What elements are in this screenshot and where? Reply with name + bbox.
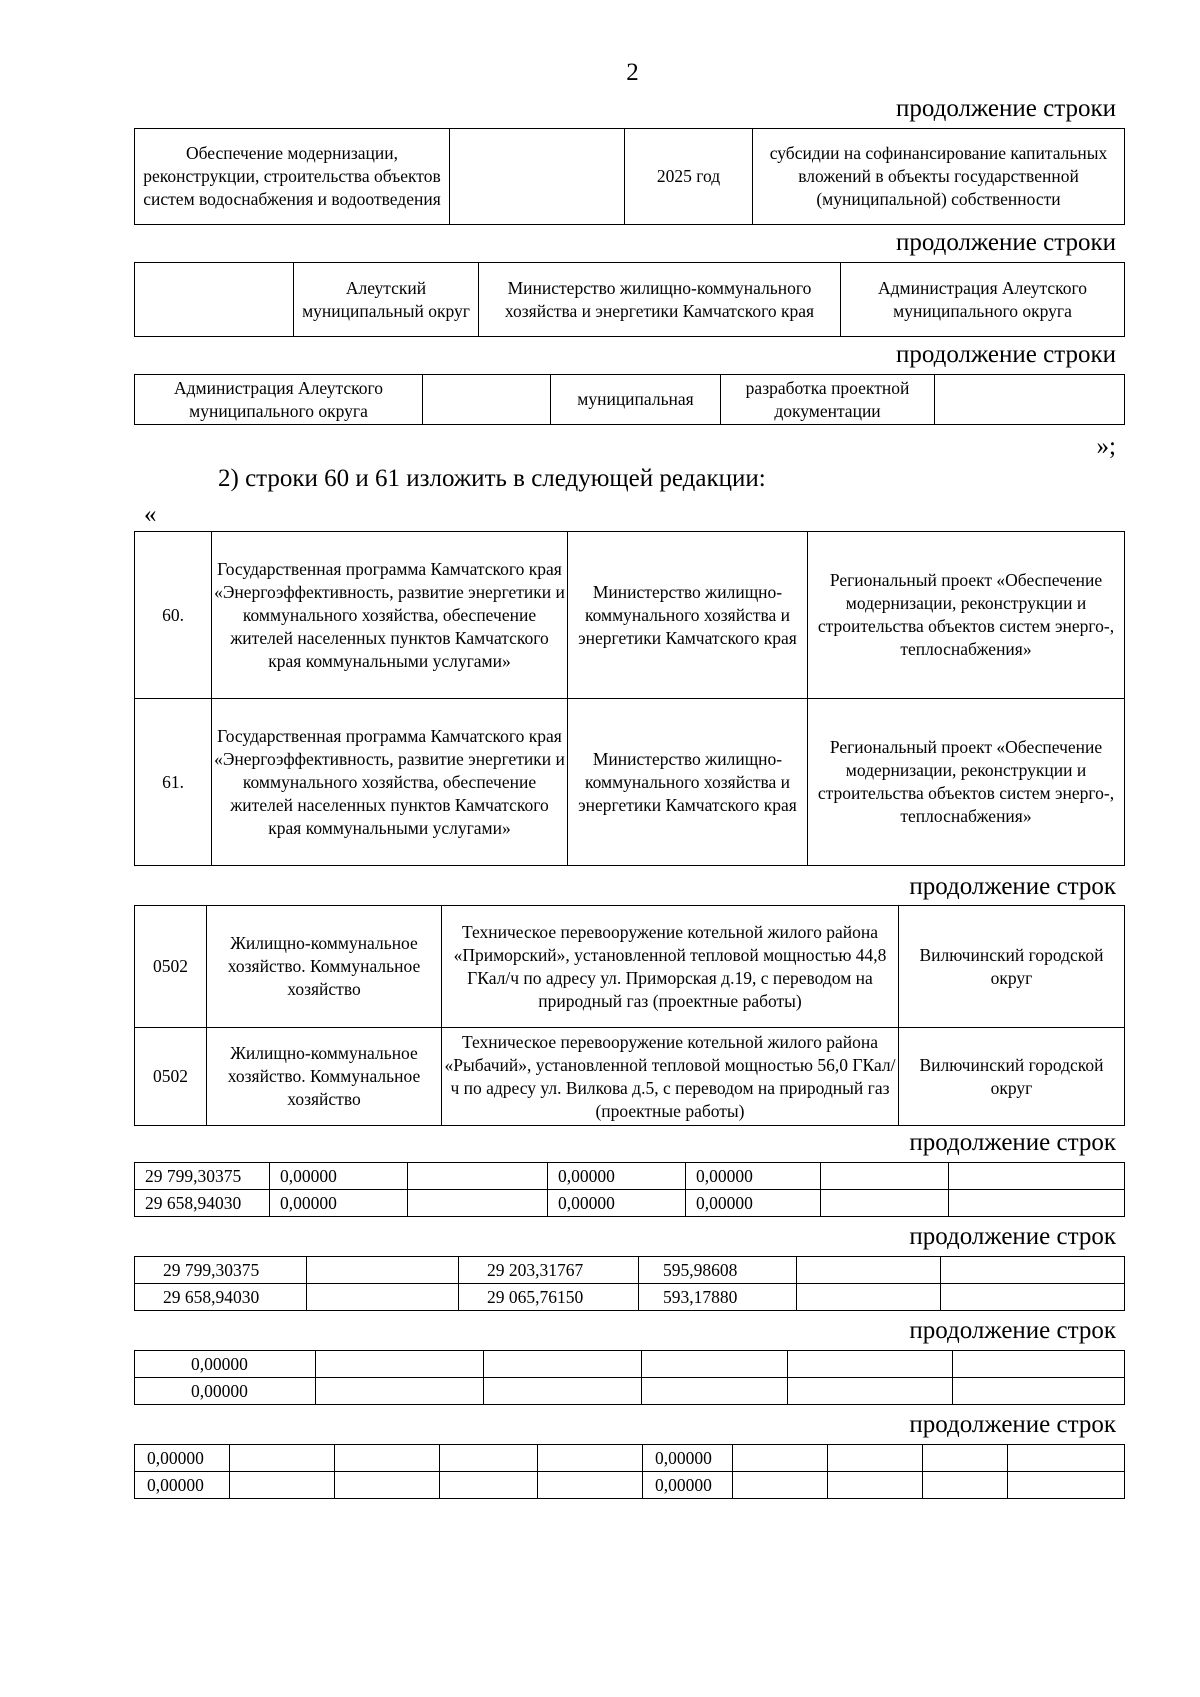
table-9 xyxy=(134,1444,1125,1499)
table-cell xyxy=(797,1257,941,1284)
table-cell: 0,00000 xyxy=(548,1163,686,1190)
table-3 xyxy=(134,374,1125,425)
page-number: 2 xyxy=(626,59,639,86)
table-cell: 0,00000 xyxy=(135,1351,316,1378)
table-cell xyxy=(949,1190,1125,1217)
table-6 xyxy=(134,1162,1125,1217)
table-cell: 593,17880 xyxy=(639,1284,797,1311)
continuation-label-5: продолжение строк xyxy=(909,1129,1116,1156)
table-cell xyxy=(1008,1445,1125,1472)
table-cell xyxy=(484,1378,642,1405)
table-row xyxy=(135,532,1125,699)
table-row xyxy=(135,263,1125,337)
table-cell: 0,00000 xyxy=(643,1472,733,1499)
table-row xyxy=(135,1445,1125,1472)
table-cell: субсидии на софинансирование капитальных вложений в объекты государственной (муниципальной) собственности xyxy=(753,129,1125,225)
table-cell: Администрация Алеутского муниципального округа xyxy=(841,263,1125,337)
closing-quote: »; xyxy=(1096,433,1116,460)
ministry-name: Министерство жилищно-коммунального хозяйства и энергетики Камчатского края xyxy=(568,699,808,866)
table-cell xyxy=(821,1190,949,1217)
table-row xyxy=(135,1378,1125,1405)
table-cell: 595,98608 xyxy=(639,1257,797,1284)
table-8 xyxy=(134,1350,1125,1405)
table-cell: 2025 год xyxy=(625,129,753,225)
table-cell xyxy=(642,1351,788,1378)
table-cell: муниципальная xyxy=(551,375,721,425)
table-cell xyxy=(953,1351,1125,1378)
table-cell xyxy=(949,1163,1125,1190)
table-5 xyxy=(134,905,1125,1126)
program-name: Государственная программа Камчатского края «Энергоэффективность, развитие энергетики и коммунального хозяйства, обеспечение жителей населенных пунктов Камчатского края коммунальными услугами» xyxy=(212,532,568,699)
table-cell xyxy=(828,1472,923,1499)
continuation-label-1: продолжение строки xyxy=(895,95,1116,122)
table-cell xyxy=(450,129,625,225)
table-cell: 0,00000 xyxy=(686,1163,821,1190)
table-cell: Министерство жилищно-коммунального хозяйства и энергетики Камчатского края xyxy=(479,263,841,337)
table-cell xyxy=(440,1472,538,1499)
continuation-label-8: продолжение строк xyxy=(909,1411,1116,1438)
table-cell: 0,00000 xyxy=(135,1445,230,1472)
table-cell xyxy=(484,1351,642,1378)
table-cell xyxy=(423,375,551,425)
table-row xyxy=(135,375,1125,425)
table-4 xyxy=(134,531,1125,866)
table-cell xyxy=(788,1378,953,1405)
table-cell: Обеспечение модернизации, реконструкции, строительства объектов систем водоснабжения и водоотведения xyxy=(135,129,450,225)
table-row xyxy=(135,1257,1125,1284)
table-cell xyxy=(821,1163,949,1190)
budget-section: Жилищно-коммунальное хозяйство. Коммунальное хозяйство xyxy=(207,1028,442,1126)
table-cell xyxy=(642,1378,788,1405)
table-cell xyxy=(316,1378,484,1405)
table-cell xyxy=(828,1445,923,1472)
program-name: Государственная программа Камчатского края «Энергоэффективность, развитие энергетики и коммунального хозяйства, обеспечение жителей населенных пунктов Камчатского края коммунальными услугами» xyxy=(212,699,568,866)
table-cell xyxy=(797,1284,941,1311)
table-cell xyxy=(941,1257,1125,1284)
table-row xyxy=(135,699,1125,866)
budget-section: Жилищно-коммунальное хозяйство. Коммунальное хозяйство xyxy=(207,906,442,1028)
table-cell xyxy=(335,1472,440,1499)
table-cell xyxy=(923,1472,1008,1499)
table-cell: 0,00000 xyxy=(135,1472,230,1499)
amendment-heading: 2) строки 60 и 61 изложить в следующей редакции: xyxy=(218,465,766,492)
table-cell: 29 799,30375 xyxy=(135,1257,307,1284)
table-row xyxy=(135,1163,1125,1190)
table-cell xyxy=(230,1445,335,1472)
table-cell xyxy=(941,1284,1125,1311)
district-name: Вилючинский городской округ xyxy=(899,1028,1125,1126)
table-cell xyxy=(1008,1472,1125,1499)
budget-code: 0502 xyxy=(135,906,207,1028)
project-name: Региональный проект «Обеспечение модернизации, реконструкции и строительства объектов систем энерго-, теплоснабжения» xyxy=(808,699,1125,866)
row-number: 61. xyxy=(135,699,212,866)
table-cell xyxy=(316,1351,484,1378)
object-name: Техническое перевооружение котельной жилого района «Рыбачий», установленной тепловой мощностью 56,0 ГКал/ч по адресу ул. Вилкова д.5, с переводом на природный газ (проектные работы) xyxy=(442,1028,899,1126)
opening-quote: « xyxy=(144,501,157,528)
table-cell xyxy=(440,1445,538,1472)
table-cell: разработка проектной документации xyxy=(721,375,935,425)
table-cell xyxy=(135,263,294,337)
table-cell: Администрация Алеутского муниципального округа xyxy=(135,375,423,425)
table-cell xyxy=(538,1472,643,1499)
table-row xyxy=(135,129,1125,225)
table-row xyxy=(135,1190,1125,1217)
ministry-name: Министерство жилищно-коммунального хозяйства и энергетики Камчатского края xyxy=(568,532,808,699)
row-number: 60. xyxy=(135,532,212,699)
continuation-label-3: продолжение строки xyxy=(895,341,1116,368)
table-cell: 29 065,76150 xyxy=(459,1284,639,1311)
continuation-label-4: продолжение строк xyxy=(909,873,1116,900)
table-cell: 29 203,31767 xyxy=(459,1257,639,1284)
table-cell xyxy=(953,1378,1125,1405)
table-cell xyxy=(538,1445,643,1472)
table-cell xyxy=(307,1284,459,1311)
table-cell xyxy=(335,1445,440,1472)
table-cell: 29 658,94030 xyxy=(135,1284,307,1311)
table-cell xyxy=(788,1351,953,1378)
table-row xyxy=(135,1028,1125,1126)
table-cell: 0,00000 xyxy=(643,1445,733,1472)
table-cell: 0,00000 xyxy=(548,1190,686,1217)
table-7 xyxy=(134,1256,1125,1311)
table-cell xyxy=(923,1445,1008,1472)
table-cell xyxy=(408,1163,548,1190)
table-cell xyxy=(307,1257,459,1284)
table-cell: Алеутский муниципальный округ xyxy=(294,263,479,337)
table-cell: 29 658,94030 xyxy=(135,1190,270,1217)
table-cell xyxy=(733,1445,828,1472)
table-row xyxy=(135,1284,1125,1311)
district-name: Вилючинский городской округ xyxy=(899,906,1125,1028)
table-cell: 0,00000 xyxy=(270,1190,408,1217)
table-cell xyxy=(935,375,1125,425)
object-name: Техническое перевооружение котельной жилого района «Приморский», установленной тепловой мощностью 44,8 ГКал/ч по адресу ул. Приморская д.19, с переводом на природный газ (проектные работы) xyxy=(442,906,899,1028)
table-2 xyxy=(134,262,1125,337)
table-row xyxy=(135,1472,1125,1499)
table-cell xyxy=(230,1472,335,1499)
table-cell: 0,00000 xyxy=(135,1378,316,1405)
table-cell xyxy=(733,1472,828,1499)
table-cell xyxy=(408,1190,548,1217)
continuation-label-7: продолжение строк xyxy=(909,1317,1116,1344)
table-cell: 29 799,30375 xyxy=(135,1163,270,1190)
table-cell: 0,00000 xyxy=(686,1190,821,1217)
continuation-label-2: продолжение строки xyxy=(895,229,1116,256)
table-row xyxy=(135,906,1125,1028)
project-name: Региональный проект «Обеспечение модернизации, реконструкции и строительства объектов систем энерго-, теплоснабжения» xyxy=(808,532,1125,699)
budget-code: 0502 xyxy=(135,1028,207,1126)
table-1 xyxy=(134,128,1125,225)
continuation-label-6: продолжение строк xyxy=(909,1223,1116,1250)
table-cell: 0,00000 xyxy=(270,1163,408,1190)
table-row xyxy=(135,1351,1125,1378)
